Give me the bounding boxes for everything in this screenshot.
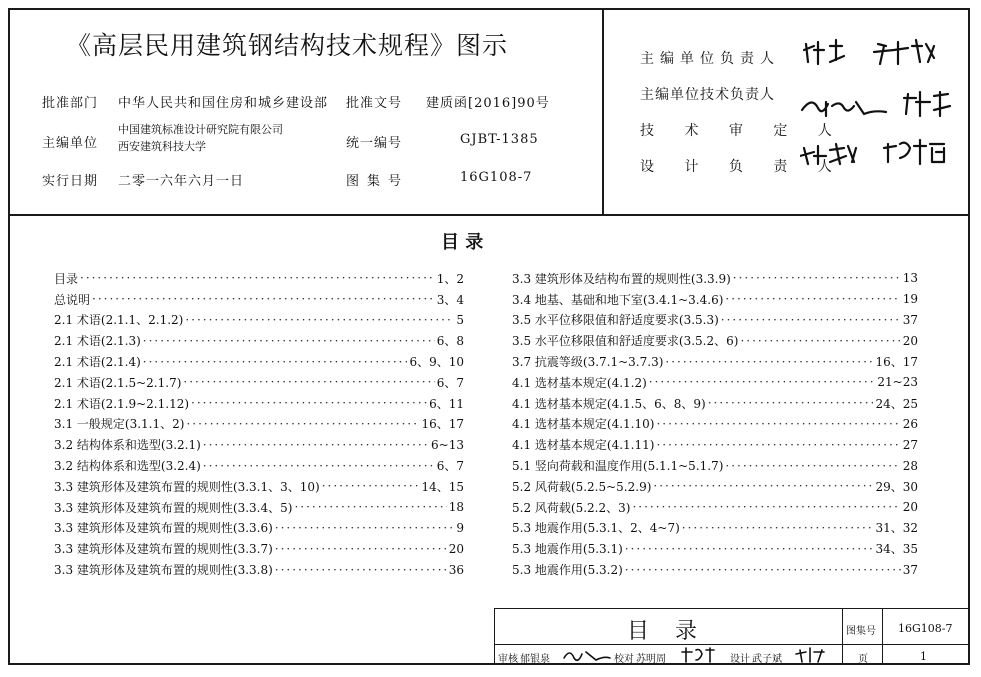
toc-entry: [512, 497, 918, 518]
toc-leader-dots: [725, 459, 900, 473]
toc-entry-label: 3.4 地基、基础和地下室(3.4.1~3.4.6): [512, 292, 724, 307]
title-block-atlas-label: 图集号: [846, 626, 876, 637]
approval-dept: 中华人民共和国住房和城乡建设部: [118, 96, 329, 111]
toc-entry: [54, 434, 464, 455]
signature-role-3: 技 术 审 定 人: [640, 123, 845, 139]
toc-entry: [54, 476, 464, 497]
toc-leader-dots: [733, 271, 901, 285]
toc-leader-dots: [625, 542, 874, 556]
toc-leader-dots: [92, 292, 435, 306]
toc-entry-label: 2.1 术语(2.1.3): [54, 334, 141, 349]
toc-entry: [54, 310, 464, 331]
toc-entry-page: 37: [902, 312, 918, 327]
header-horizontal-divider: [8, 214, 970, 216]
toc-entry: [512, 351, 918, 372]
toc-entry: [512, 476, 918, 497]
toc-leader-dots: [653, 479, 873, 493]
toc-entry-label: 3.2 结构体系和选型(3.2.1): [54, 438, 201, 453]
toc-leader-dots: [183, 375, 434, 389]
toc-entry-page: 26: [902, 416, 918, 431]
atlas-no-label: 图集号: [346, 174, 410, 189]
page-label: 页: [858, 654, 868, 665]
chief-unit-line1: 中国建筑标准设计研究院有限公司: [118, 123, 283, 136]
toc-entry-page: 36: [448, 562, 464, 577]
unified-no: GJBT-1385: [460, 132, 539, 147]
toc-entry-label: 目录: [54, 271, 79, 286]
toc-leader-dots: [80, 271, 435, 285]
toc-leader-dots: [682, 521, 874, 535]
toc-entry: [512, 414, 918, 435]
approval-no-label: 批准文号: [346, 96, 403, 111]
toc-entry-page: 6、11: [429, 396, 464, 411]
signature-role-1: 主编单位负责人: [640, 51, 780, 67]
toc-entry: [54, 518, 464, 539]
toc-leader-dots: [656, 417, 900, 431]
toc-entry: [54, 393, 464, 414]
toc-entry-page: 27: [902, 437, 918, 452]
toc-leader-dots: [632, 500, 900, 514]
title-block-col-line-2: [882, 608, 883, 665]
title-block-name: 目录: [626, 619, 723, 644]
toc-entry-label: 4.1 选材基本规定(4.1.10): [512, 417, 655, 432]
toc-entry-page: 20: [448, 541, 464, 556]
toc-entry: [512, 372, 918, 393]
design-name: 武子斌: [752, 654, 782, 665]
toc-entry-page: 37: [902, 562, 918, 577]
title-block-atlas-no: 16G108-7: [898, 622, 953, 635]
toc-leader-dots: [656, 438, 900, 452]
toc-entry-page: 3、4: [436, 292, 464, 307]
toc-entry-page: 9: [456, 520, 464, 535]
check-label: 校对: [614, 654, 634, 665]
approval-dept-label: 批准部门: [42, 96, 99, 111]
approval-no: 建质函[2016]90号: [426, 96, 550, 111]
toc-entry-label: 4.1 选材基本规定(4.1.2): [512, 375, 647, 390]
toc-leader-dots: [725, 292, 900, 306]
toc-entry: [54, 351, 464, 372]
toc-entry-label: 3.2 结构体系和选型(3.2.4): [54, 459, 201, 474]
toc-entry-label: 5.1 竖向荷载和温度作用(5.1.1~5.1.7): [512, 459, 724, 474]
document-title: 《高层民用建筑钢结构技术规程》图示: [66, 31, 509, 60]
toc-entry: [54, 330, 464, 351]
toc-entry: [512, 434, 918, 455]
toc-entry-label: 3.5 水平位移限值和舒适度要求(3.5.3): [512, 313, 719, 328]
toc-entry-page: 16、17: [421, 417, 464, 432]
toc-leader-dots: [186, 417, 419, 431]
toc-entry-page: 13: [902, 271, 918, 286]
toc-entry-label: 2.1 术语(2.1.9~2.1.12): [54, 396, 190, 411]
toc-entry: [512, 268, 918, 289]
toc-entry: [54, 372, 464, 393]
toc-entry-page: 31、32: [875, 521, 918, 536]
design-label: 设计: [730, 654, 750, 665]
toc-entry-page: 21~23: [877, 375, 918, 390]
handwritten-signatures: [800, 36, 968, 186]
toc-leader-dots: [185, 313, 454, 327]
page-number: 1: [920, 650, 927, 663]
signature-role-4: 设 计 负 责 人: [640, 159, 845, 175]
chief-unit-line2: 西安建筑科技大学: [118, 140, 206, 153]
toc-right-column: [512, 268, 918, 580]
toc-leader-dots: [191, 396, 427, 410]
toc-entry-page: 28: [902, 458, 918, 473]
toc-leader-dots: [625, 563, 901, 577]
toc-leader-dots: [143, 334, 435, 348]
toc-entry-label: 5.2 风荷载(5.2.5~5.2.9): [512, 479, 652, 494]
check-name: 苏明周: [636, 654, 666, 665]
toc-entry-label: 4.1 选材基本规定(4.1.11): [512, 438, 655, 453]
toc-left-column: [54, 268, 464, 580]
toc-entry: [54, 455, 464, 476]
toc-leader-dots: [203, 438, 429, 452]
toc-entry-label: 2.1 术语(2.1.5~2.1.7): [54, 375, 182, 390]
toc-leader-dots: [203, 459, 435, 473]
effective-date: 二零一六年六月一日: [118, 174, 245, 189]
toc-entry-label: 2.1 术语(2.1.4): [54, 355, 141, 370]
atlas-no: 16G108-7: [460, 170, 533, 185]
toc-entry-label: 5.3 地震作用(5.3.1、2、4~7): [512, 521, 680, 536]
toc-entry-page: 19: [902, 292, 918, 307]
title-block-top-line: [494, 608, 970, 609]
toc-entry-page: 6、9、10: [409, 355, 464, 370]
toc-entry-page: 20: [902, 500, 918, 515]
toc-entry: [54, 497, 464, 518]
toc-entry-page: 6、8: [436, 334, 464, 349]
toc-heading: 目 录: [441, 232, 484, 253]
toc-entry: [512, 538, 918, 559]
toc-entry-page: 6、7: [436, 459, 464, 474]
unified-no-label: 统一编号: [346, 136, 403, 151]
toc-entry: [512, 393, 918, 414]
toc-entry-page: 16、17: [875, 355, 918, 370]
toc-entry-label: 5.3 地震作用(5.3.2): [512, 563, 623, 578]
toc-leader-dots: [143, 355, 408, 369]
title-block-signatures: [560, 646, 880, 664]
toc-entry: [512, 455, 918, 476]
toc-entry-label: 2.1 术语(2.1.1、2.1.2): [54, 313, 184, 328]
toc-entry: [54, 538, 464, 559]
toc-entry-label: 3.3 建筑形体及建筑布置的规则性(3.3.7): [54, 542, 273, 557]
toc-entry-page: 18: [448, 500, 464, 515]
toc-entry: [54, 289, 464, 310]
toc-entry-label: 3.3 建筑形体及建筑布置的规则性(3.3.1、3、10): [54, 479, 320, 494]
toc-leader-dots: [740, 334, 900, 348]
toc-entry-page: 6~13: [431, 437, 464, 452]
toc-entry-page: 34、35: [875, 542, 918, 557]
toc-entry-label: 3.3 建筑形体及结构布置的规则性(3.3.9): [512, 271, 731, 286]
signature-role-2: 主编单位技术负责人: [640, 87, 775, 103]
toc-entry-label: 总说明: [54, 292, 91, 307]
toc-entry-page: 1、2: [436, 271, 464, 286]
effective-date-label: 实行日期: [42, 174, 99, 189]
toc-entry-label: 3.7 抗震等级(3.7.1~3.7.3): [512, 355, 664, 370]
toc-leader-dots: [665, 355, 873, 369]
toc-entry: [512, 289, 918, 310]
toc-entry-page: 20: [902, 333, 918, 348]
toc-entry-label: 3.1 一般规定(3.1.1、2): [54, 417, 185, 432]
header-vertical-divider: [602, 8, 604, 216]
toc-entry: [512, 330, 918, 351]
toc-entry-label: 4.1 选材基本规定(4.1.5、6、8、9): [512, 396, 706, 411]
toc-leader-dots: [649, 375, 876, 389]
toc-leader-dots: [294, 500, 446, 514]
toc-entry: [54, 414, 464, 435]
chief-unit-label: 主编单位: [42, 136, 99, 151]
toc-entry-label: 3.3 建筑形体及建筑布置的规则性(3.3.4、5): [54, 500, 293, 515]
toc-entry-page: 5: [456, 312, 464, 327]
toc-entry-page: 6、7: [436, 375, 464, 390]
toc-entry-label: 3.3 建筑形体及建筑布置的规则性(3.3.6): [54, 521, 273, 536]
toc-entry-label: 5.3 地震作用(5.3.1): [512, 542, 623, 557]
toc-entry-page: 24、25: [875, 396, 918, 411]
toc-entry-label: 3.5 水平位移限值和舒适度要求(3.5.2、6): [512, 334, 739, 349]
review-name: 郁银泉: [520, 654, 550, 665]
toc-entry-page: 14、15: [421, 479, 464, 494]
toc-leader-dots: [275, 521, 455, 535]
toc-entry-label: 5.2 风荷载(5.2.2、3): [512, 500, 631, 515]
toc-leader-dots: [322, 479, 420, 493]
toc-leader-dots: [275, 563, 447, 577]
toc-entry-page: 29、30: [875, 479, 918, 494]
title-block-left-line: [494, 608, 495, 665]
toc-leader-dots: [275, 542, 447, 556]
toc-entry: [512, 310, 918, 331]
toc-entry: [512, 559, 918, 580]
toc-leader-dots: [721, 313, 901, 327]
toc-leader-dots: [708, 396, 874, 410]
toc-entry: [54, 268, 464, 289]
toc-entry: [54, 559, 464, 580]
toc-entry-label: 3.3 建筑形体及建筑布置的规则性(3.3.8): [54, 563, 273, 578]
review-label: 审核: [498, 654, 518, 665]
toc-entry: [512, 518, 918, 539]
